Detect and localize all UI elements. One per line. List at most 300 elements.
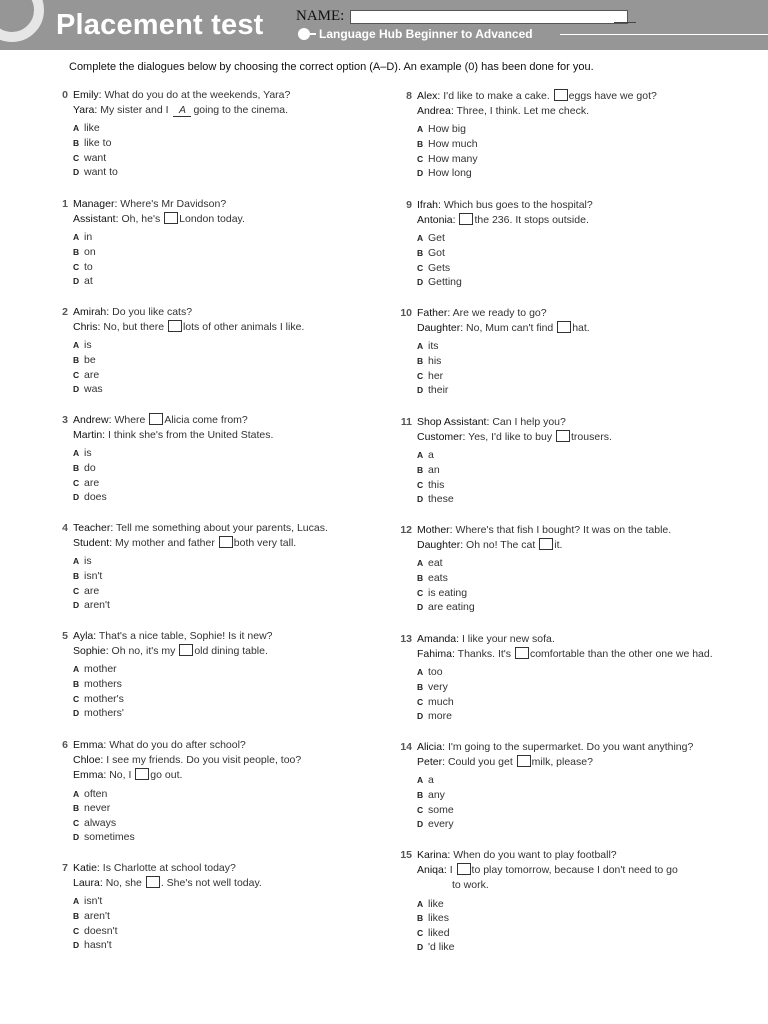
question-15 — [400, 848, 717, 955]
option-text: likes — [428, 912, 450, 925]
question-6 — [62, 738, 393, 845]
option-letter: A — [73, 232, 80, 243]
option-text: like to — [84, 137, 112, 149]
speaker-name: Karina: — [417, 849, 451, 861]
option-text: his — [428, 355, 442, 367]
dialogue-text: the 236. It stops outside. — [474, 214, 589, 227]
dialogue-line — [73, 212, 393, 227]
option-b[interactable] — [73, 353, 393, 368]
option-letter: A — [417, 341, 424, 352]
option-letter: B — [417, 913, 424, 924]
option-b[interactable] — [73, 569, 393, 584]
option-letter: A — [417, 667, 424, 678]
option-text: 'd like — [428, 941, 455, 954]
option-c[interactable] — [73, 151, 393, 166]
option-text: eats — [428, 572, 448, 584]
option-letter: C — [73, 477, 80, 488]
option-a[interactable] — [417, 122, 717, 137]
speaker-name: Manager: — [73, 198, 118, 210]
dialogue-text: comfortable than the other one we had. — [529, 648, 713, 661]
option-letter: D — [73, 276, 80, 287]
question-9 — [406, 198, 717, 290]
option-letter: B — [73, 911, 80, 921]
dialogue-line — [417, 198, 717, 213]
dialogue-line — [417, 523, 717, 538]
option-text: some — [428, 803, 454, 816]
options-list — [73, 662, 393, 720]
option-c[interactable] — [417, 926, 717, 941]
option-text: very — [428, 681, 448, 693]
option-d[interactable] — [73, 938, 393, 953]
speaker-name: Chris: — [73, 321, 101, 334]
answer-blank-box[interactable] — [135, 768, 149, 780]
option-letter: A — [73, 340, 80, 351]
dialogue-line — [73, 768, 393, 783]
option-d[interactable] — [73, 490, 393, 505]
option-letter: C — [417, 479, 424, 490]
question-number: 14 — [400, 741, 412, 753]
option-d[interactable] — [417, 709, 717, 724]
option-text: want — [84, 151, 107, 164]
option-text: on — [84, 246, 96, 258]
options-list — [417, 339, 717, 397]
options-list — [417, 897, 717, 955]
answer-blank-box[interactable] — [168, 320, 182, 332]
dialogue-text: No, but there — [103, 321, 165, 334]
dialogue-line — [417, 415, 717, 430]
option-c[interactable] — [73, 816, 393, 831]
dialogue-line — [417, 306, 717, 321]
option-a[interactable] — [417, 897, 717, 912]
dialogue-line — [73, 753, 393, 768]
option-b[interactable] — [417, 463, 717, 478]
option-letter: A — [73, 448, 80, 459]
option-text: Gets — [428, 261, 451, 274]
speaker-name: Alex: — [417, 90, 441, 102]
speaker-name: Amirah: — [73, 306, 110, 318]
option-text: aren't — [84, 910, 110, 922]
option-c[interactable] — [73, 476, 393, 491]
option-letter: C — [73, 817, 80, 828]
option-b[interactable] — [417, 137, 717, 152]
name-underline — [614, 22, 636, 23]
option-b[interactable] — [417, 354, 717, 369]
option-letter: D — [417, 277, 424, 288]
speaker-name: Shop Assistant: — [417, 416, 490, 428]
option-text: these — [428, 493, 454, 506]
option-letter: B — [73, 803, 80, 814]
dialogue-line — [417, 632, 717, 647]
option-c[interactable] — [417, 803, 717, 818]
option-letter: C — [417, 153, 424, 164]
option-b[interactable] — [73, 909, 393, 924]
option-letter: B — [73, 571, 80, 581]
options-list — [417, 122, 717, 180]
dialogue-text: London today. — [179, 213, 245, 226]
options-list — [417, 773, 717, 831]
option-text: sometimes — [84, 831, 135, 844]
option-c[interactable] — [417, 695, 717, 710]
answer-blank-box[interactable] — [219, 536, 233, 548]
answer-blank-box[interactable] — [556, 430, 570, 442]
dialogue-text: When do you want to play football? — [453, 849, 617, 861]
option-text: is eating — [428, 586, 468, 599]
dialogue-text: Where — [114, 414, 146, 426]
option-d[interactable] — [417, 383, 717, 398]
option-c[interactable] — [417, 478, 717, 493]
dialogue-text: milk, please? — [531, 756, 593, 769]
speaker-name: Teacher: — [73, 522, 114, 534]
speaker-name: Laura: — [73, 877, 103, 890]
instructions: Complete the dialogues below by choosing the correct option (A–D). An example (0) has been done for you. — [69, 61, 594, 73]
option-b[interactable] — [73, 461, 393, 476]
option-letter: C — [417, 587, 424, 598]
dialogue-text: Where's that fish I bought? It was on the table. — [455, 524, 672, 536]
speaker-name: Aniqa: — [417, 864, 447, 877]
dialogue-line — [73, 644, 393, 659]
option-text: like — [84, 122, 100, 135]
option-a[interactable] — [73, 446, 393, 461]
option-letter: B — [417, 682, 424, 692]
option-text: Getting — [428, 276, 462, 289]
option-text: do — [84, 462, 96, 474]
options-list — [73, 446, 393, 504]
dialogue-text: I see my friends. Do you visit people, too? — [106, 754, 302, 767]
option-letter: D — [73, 708, 80, 719]
option-text: any — [428, 789, 445, 801]
option-letter: B — [417, 139, 424, 149]
option-d[interactable] — [417, 940, 717, 955]
dialogue-line — [73, 876, 393, 891]
option-d[interactable] — [73, 382, 393, 397]
dialogue-text: Three, I think. Let me check. — [456, 105, 589, 118]
option-text: want to — [84, 166, 118, 179]
option-letter: D — [73, 384, 80, 395]
option-a[interactable] — [417, 231, 717, 246]
answer-blank-box[interactable] — [539, 538, 553, 550]
option-a[interactable] — [73, 338, 393, 353]
question-number: 15 — [400, 849, 412, 861]
speaker-name: Daughter: — [417, 322, 464, 335]
speaker-name: Emma: — [73, 769, 107, 782]
option-letter: D — [417, 711, 424, 722]
option-d[interactable] — [73, 706, 393, 721]
option-b[interactable] — [73, 801, 393, 816]
option-d[interactable] — [73, 165, 393, 180]
option-text: be — [84, 354, 96, 366]
option-d[interactable] — [417, 166, 717, 181]
option-text: How big — [428, 123, 466, 136]
speaker-name: Alicia: — [417, 741, 446, 753]
option-text: is — [84, 447, 92, 460]
option-letter: D — [417, 819, 424, 830]
speaker-name: Fahima: — [417, 648, 455, 661]
option-d[interactable] — [417, 492, 717, 507]
option-letter: D — [73, 492, 80, 503]
dialogue-line — [73, 536, 393, 551]
option-b[interactable] — [417, 246, 717, 261]
dialogue-text: Oh no! The cat — [466, 539, 536, 552]
option-d[interactable] — [73, 274, 393, 289]
question-7 — [62, 861, 393, 953]
dialogue-text: Thanks. It's — [457, 648, 512, 661]
dialogue-line — [73, 305, 393, 320]
name-field[interactable] — [350, 10, 628, 24]
subtitle-dash — [310, 33, 316, 35]
option-text: is — [84, 555, 92, 568]
option-b[interactable] — [73, 245, 393, 260]
option-a[interactable] — [417, 448, 717, 463]
option-text: isn't — [84, 570, 103, 582]
dialogue-text: hat. — [572, 322, 590, 335]
option-a[interactable] — [73, 230, 393, 245]
dialogue-text: Which bus goes to the hospital? — [443, 199, 593, 211]
option-c[interactable] — [73, 924, 393, 939]
option-letter: A — [73, 556, 80, 567]
option-text: is — [84, 339, 92, 352]
option-b[interactable] — [417, 571, 717, 586]
option-c[interactable] — [417, 152, 717, 167]
speaker-name: Ayla: — [73, 630, 97, 642]
speaker-name: Emily: — [73, 89, 102, 101]
speaker-name: Peter: — [417, 756, 446, 769]
dialogue-line — [73, 629, 393, 644]
answer-blank-box[interactable] — [179, 644, 193, 656]
option-a[interactable] — [417, 339, 717, 354]
options-list — [417, 231, 717, 289]
option-letter: D — [73, 600, 80, 611]
dialogue-text: No, I — [109, 769, 132, 782]
option-letter: C — [73, 925, 80, 936]
dialogue-text: Yes, I'd like to buy — [468, 431, 553, 444]
speaker-name: Andrew: — [73, 414, 112, 426]
option-letter: C — [417, 370, 424, 381]
name-row — [296, 6, 628, 24]
option-d[interactable] — [417, 275, 717, 290]
question-4 — [62, 521, 393, 613]
option-letter: D — [417, 602, 424, 613]
option-text: mother's — [84, 692, 124, 705]
option-a[interactable] — [73, 121, 393, 136]
dialogue-text: Are we ready to go? — [452, 307, 547, 319]
option-c[interactable] — [417, 369, 717, 384]
question-number: 5 — [62, 630, 68, 642]
dialogue-text: . She's not well today. — [160, 877, 262, 890]
option-text: always — [84, 816, 117, 829]
option-c[interactable] — [73, 260, 393, 275]
dialogue-text: I'd like to make a cake. — [443, 90, 550, 102]
speaker-name: Chloe: — [73, 754, 104, 767]
option-d[interactable] — [73, 830, 393, 845]
dialogue-line — [417, 848, 717, 863]
option-text: a — [428, 774, 434, 787]
question-11 — [400, 415, 717, 507]
speaker-name: Sophie: — [73, 645, 109, 658]
question-5 — [62, 629, 393, 721]
question-10 — [400, 306, 717, 398]
option-letter: D — [417, 168, 424, 179]
option-b[interactable] — [417, 911, 717, 926]
option-c[interactable] — [73, 584, 393, 599]
option-text: does — [84, 491, 107, 504]
subtitle: Language Hub Beginner to Advanced — [319, 27, 533, 41]
option-letter: B — [417, 465, 424, 475]
option-d[interactable] — [417, 817, 717, 832]
option-c[interactable] — [417, 261, 717, 276]
option-letter: B — [417, 248, 424, 258]
option-letter: A — [417, 124, 424, 135]
dialogue-line — [73, 320, 393, 335]
option-letter: C — [417, 696, 424, 707]
page-title: Placement test — [56, 9, 264, 41]
dialogue-line — [417, 538, 717, 553]
option-text: mothers' — [84, 707, 124, 720]
dialogue-text: My sister and I — [100, 104, 169, 117]
option-text: like — [428, 897, 444, 910]
dialogue-text: I — [449, 864, 453, 877]
question-number: 7 — [62, 862, 68, 874]
question-number: 2 — [62, 306, 68, 318]
options-list — [73, 894, 393, 952]
option-c[interactable] — [73, 692, 393, 707]
dialogue-line — [73, 521, 393, 536]
options-list — [73, 554, 393, 612]
dialogue-line — [417, 878, 717, 893]
option-a[interactable] — [73, 894, 393, 909]
option-a[interactable] — [73, 554, 393, 569]
dialogue-text: Oh, he's — [121, 213, 161, 226]
dialogue-line — [417, 755, 717, 770]
option-text: Get — [428, 232, 445, 245]
options-list — [417, 556, 717, 614]
dialogue-text: My mother and father — [115, 537, 215, 550]
option-d[interactable] — [73, 598, 393, 613]
question-2 — [62, 305, 393, 397]
answer-blank-box[interactable] — [517, 755, 531, 767]
option-a[interactable] — [417, 665, 717, 680]
option-letter: B — [417, 790, 424, 800]
option-b[interactable] — [73, 136, 393, 151]
dialogue-text: Could you get — [447, 756, 513, 769]
option-text: much — [428, 695, 454, 708]
speaker-name: Assistant: — [73, 213, 119, 226]
speaker-name: Mother: — [417, 524, 453, 536]
option-a[interactable] — [73, 662, 393, 677]
option-letter: D — [417, 385, 424, 396]
option-a[interactable] — [417, 773, 717, 788]
option-letter: B — [73, 463, 80, 473]
dialogue-line — [417, 647, 717, 662]
option-letter: A — [73, 123, 80, 134]
dialogue-line — [73, 428, 393, 443]
dialogue-text: go out. — [150, 769, 183, 782]
dialogue-text: I think she's from the United States. — [108, 429, 274, 442]
dialogue-text: What do you do at the weekends, Yara? — [104, 89, 291, 101]
answer-blank-box[interactable] — [557, 321, 571, 333]
dialogue-text: going to the cinema. — [193, 104, 289, 117]
options-list — [73, 230, 393, 288]
answer-blank-box[interactable] — [149, 413, 163, 425]
question-number: 9 — [406, 199, 412, 211]
dialogue-text: Where's Mr Davidson? — [120, 198, 227, 210]
option-b[interactable] — [417, 788, 717, 803]
options-list — [417, 665, 717, 723]
option-text: an — [428, 464, 440, 476]
option-text: are eating — [428, 601, 475, 614]
option-a[interactable] — [73, 787, 393, 802]
option-text: was — [84, 383, 103, 396]
option-b[interactable] — [73, 677, 393, 692]
option-text: Got — [428, 247, 445, 259]
option-c[interactable] — [73, 368, 393, 383]
answer-blank-box[interactable] — [515, 647, 529, 659]
question-8 — [406, 89, 717, 181]
question-number: 3 — [62, 414, 68, 426]
option-c[interactable] — [417, 586, 717, 601]
dialogue-text: What do you do after school? — [109, 739, 246, 751]
dialogue-line — [417, 89, 717, 104]
answer-blank-box[interactable] — [554, 89, 568, 101]
dialogue-line — [73, 197, 393, 212]
option-text: How long — [428, 167, 472, 180]
answer-blank-box[interactable] — [164, 212, 178, 224]
question-13 — [400, 632, 717, 724]
question-number: 1 — [62, 198, 68, 210]
speaker-name: Martin: — [73, 429, 106, 442]
dialogue-text: both very tall. — [233, 537, 297, 550]
dialogue-text: to work. — [452, 879, 489, 892]
question-0 — [62, 88, 393, 180]
option-letter: B — [73, 138, 80, 148]
option-text: How many — [428, 152, 478, 165]
option-d[interactable] — [417, 600, 717, 615]
option-text: often — [84, 787, 108, 800]
question-number: 0 — [62, 89, 68, 101]
dialogue-line — [417, 430, 717, 445]
option-b[interactable] — [417, 680, 717, 695]
dialogue-line — [417, 213, 717, 228]
option-text: too — [428, 666, 443, 679]
dialogue-text: Tell me something about your parents, Lucas. — [116, 522, 328, 534]
speaker-name: Antonia: — [417, 214, 456, 227]
dialogue-line — [417, 863, 717, 878]
page-header — [0, 0, 768, 50]
answer-blank-box[interactable] — [457, 863, 471, 875]
dialogue-line — [73, 103, 393, 118]
question-number: 6 — [62, 739, 68, 751]
option-letter: C — [73, 585, 80, 596]
option-letter: A — [417, 898, 424, 909]
question-number: 10 — [400, 307, 412, 319]
speaker-name: Yara: — [73, 104, 98, 117]
option-letter: A — [73, 664, 80, 675]
answer-blank-box[interactable] — [146, 876, 160, 888]
option-letter: C — [73, 261, 80, 272]
speaker-name: Customer: — [417, 431, 466, 444]
option-letter: A — [417, 558, 424, 569]
options-list — [73, 338, 393, 396]
option-text: this — [428, 478, 445, 491]
option-letter: B — [73, 679, 80, 689]
dialogue-line — [417, 104, 717, 119]
answer-blank-box[interactable] — [459, 213, 473, 225]
question-number: 13 — [400, 633, 412, 645]
dialogue-text: That's a nice table, Sophie! Is it new? — [98, 630, 273, 642]
question-3 — [62, 413, 393, 505]
option-a[interactable] — [417, 556, 717, 571]
dialogue-text: I'm going to the supermarket. Do you want anything? — [447, 741, 694, 753]
option-text: aren't — [84, 599, 110, 612]
